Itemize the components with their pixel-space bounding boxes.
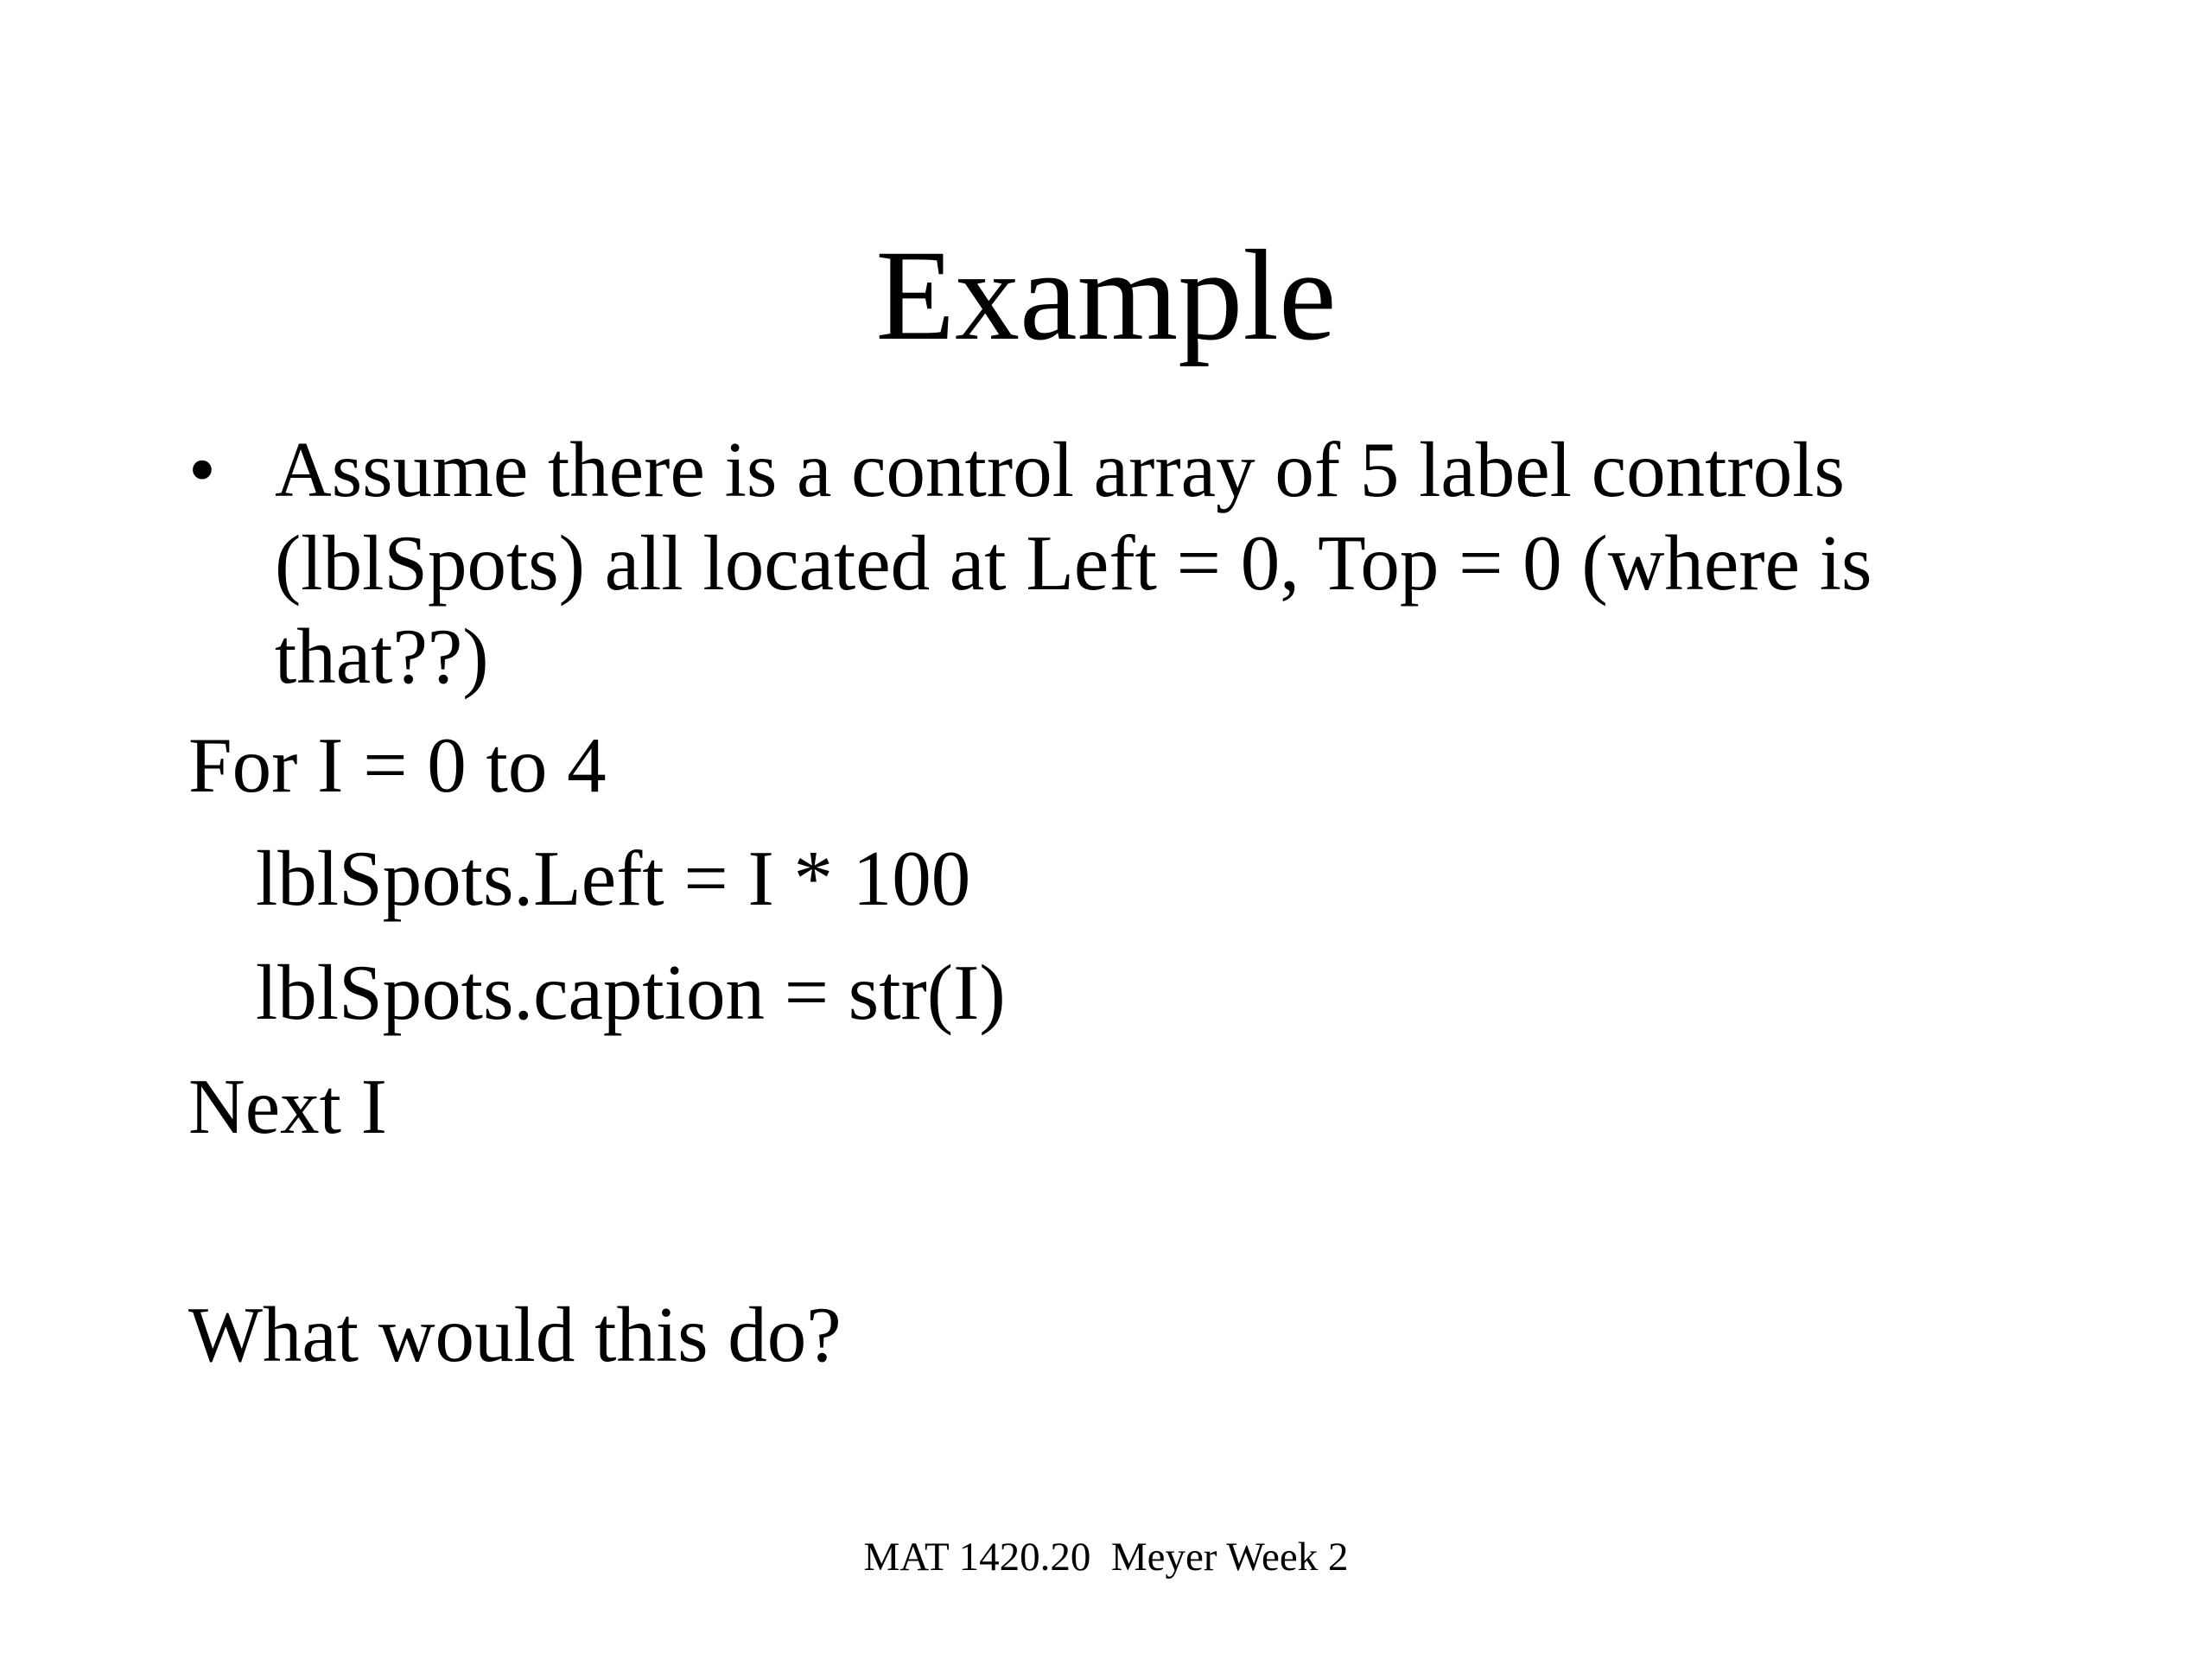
slide-title: Example bbox=[875, 224, 1337, 367]
bullet-marker: • bbox=[188, 426, 216, 513]
code-line-for: For I = 0 to 4 bbox=[188, 721, 607, 809]
slide-footer: MAT 1420.20 Meyer Week 2 bbox=[863, 1535, 1349, 1580]
bullet-item bbox=[188, 423, 2072, 703]
code-line-caption: lblSpots.caption = str(I) bbox=[256, 949, 1006, 1036]
question-text: What would this do? bbox=[188, 1291, 842, 1378]
code-line-left: lblSpots.Left = I * 100 bbox=[256, 835, 971, 922]
bullet-text: Assume there is a control array of 5 label controls (lblSpots) all located at Left = 0, Top = 0 (where is that??) bbox=[275, 426, 1872, 700]
code-line-next: Next I bbox=[188, 1063, 387, 1150]
